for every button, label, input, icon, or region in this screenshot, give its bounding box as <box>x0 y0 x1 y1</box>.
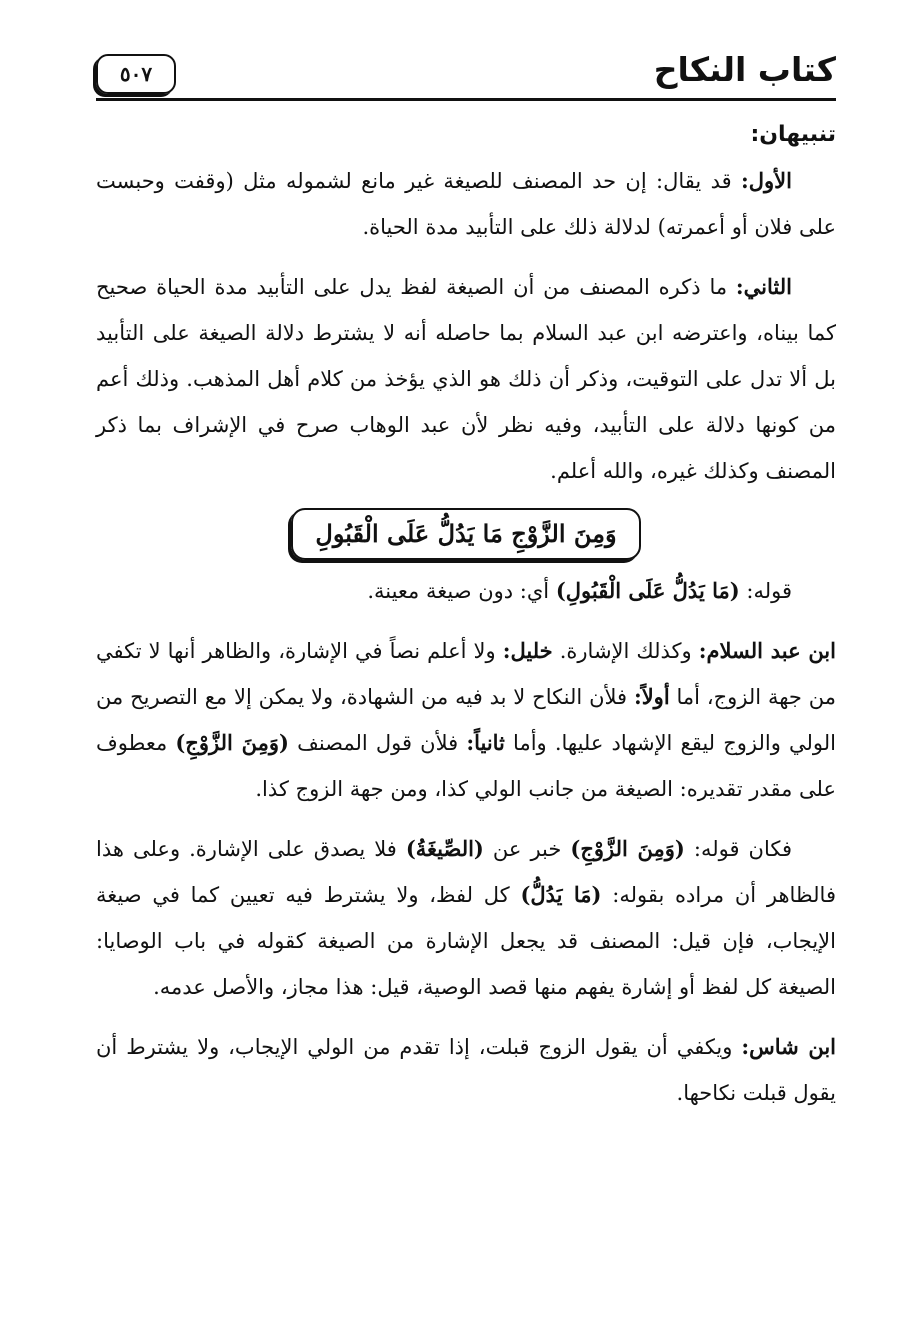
paragraph-text: ويكفي أن يقول الزوج قبلت، إذا تقدم من الولي الإيجاب، ولا يشترط أن يقول قبلت نكاحها. <box>96 1035 836 1105</box>
book-title: كتاب النكاح <box>653 50 836 89</box>
paragraph-fakana <box>96 826 836 1010</box>
page-header <box>96 48 836 102</box>
point-label: ثانياً: <box>466 730 505 755</box>
text-fragment: معطوف على مقدر تقديره: الصيغة من جانب الولي كذا، ومن جهة الزوج كذا. <box>96 731 836 801</box>
author-label: ابن عبد السلام: <box>698 638 836 663</box>
author-label: خليل: <box>502 638 553 663</box>
section-heading: تنبيهان: <box>750 122 836 147</box>
text-fragment: ولا أعلم نصاً في الإشارة، والظاهر أنها لا تكفي من جهة الزوج، أما <box>96 639 836 709</box>
page-content <box>96 112 836 1130</box>
text-fragment: أي: دون صيغة معينة. <box>367 579 556 603</box>
quoted-matn: (مَا يَدُلُّ عَلَى الْقَبُولِ) <box>555 578 740 603</box>
matn-container <box>96 508 836 560</box>
text-fragment: فلأن النكاح لا بد فيه من الشهادة، ولا يمكن إلا مع التصريح من الولي والزوج ليقع الإشهاد عليها. وأما <box>96 685 837 755</box>
matn-box: وَمِنَ الزَّوْجِ مَا يَدُلُّ عَلَى الْقَبُولِ <box>291 508 640 560</box>
paragraph-qawluhu <box>96 568 836 614</box>
paragraph-second <box>96 264 836 494</box>
quoted-matn: (وَمِنَ الزَّوْجِ) <box>570 836 685 861</box>
quoted-matn: (الصِّيغَةُ) <box>405 836 484 861</box>
text-fragment: كل لفظ، ولا يشترط فيه تعيين كما في صيغة الإيجاب، فإن قيل: المصنف قد يجعل الإشارة من الصيغة كقوله في باب الوصايا: الصيغة كل لفظ أو إشارة يفهم منها قصد الوصية، قيل: هذا مجاز، والأصل عدمه. <box>96 883 836 999</box>
header-divider <box>96 98 836 101</box>
text-fragment: فلأن قول المصنف <box>288 731 467 755</box>
author-label: ابن شاس: <box>741 1034 837 1059</box>
point-label: أولاً: <box>633 684 670 709</box>
paragraph-label: الأول: <box>741 168 792 193</box>
quoted-matn: (وَمِنَ الزَّوْجِ) <box>175 730 289 755</box>
paragraph-text: قد يقال: إن حد المصنف للصيغة غير مانع لشموله مثل (وقفت وحبست على فلان أو أعمرته) لدلالة ذلك على التأبيد مدة الحياة. <box>96 169 836 239</box>
text-fragment: قوله: <box>739 579 792 603</box>
page-number: ٥٠٧ <box>96 54 176 94</box>
paragraph-first <box>96 158 836 250</box>
paragraph-ibn-shas <box>96 1024 836 1116</box>
quoted-matn: (مَا يَدُلُّ) <box>520 882 602 907</box>
text-fragment: خبر عن <box>483 837 571 861</box>
text-fragment: وكذلك الإشارة. <box>552 639 699 663</box>
paragraph-text: ما ذكره المصنف من أن الصيغة لفظ يدل على التأبيد مدة الحياة صحيح كما بيناه، واعترضه ابن عبد السلام بما حاصله أنه لا يشترط دلالة الصيغة على التأبيد بل ألا تدل على التوقيت، وذكر أن ذلك هو الذي يؤخذ من كلام أهل المذهب. وذلك أعم من كونها دلالة على التأبيد، وفيه نظر لأن عبد الوهاب صرح في الإشراف بما ذكر المصنف وكذلك غيره، والله أعلم. <box>96 275 836 483</box>
text-fragment: فلا يصدق على الإشارة. وعلى هذا فالظاهر أن مراده بقوله: <box>96 837 836 907</box>
paragraph-label: الثاني: <box>735 274 792 299</box>
paragraph-ibn-abd-alsalam <box>96 628 836 812</box>
text-fragment: فكان قوله: <box>684 837 792 861</box>
